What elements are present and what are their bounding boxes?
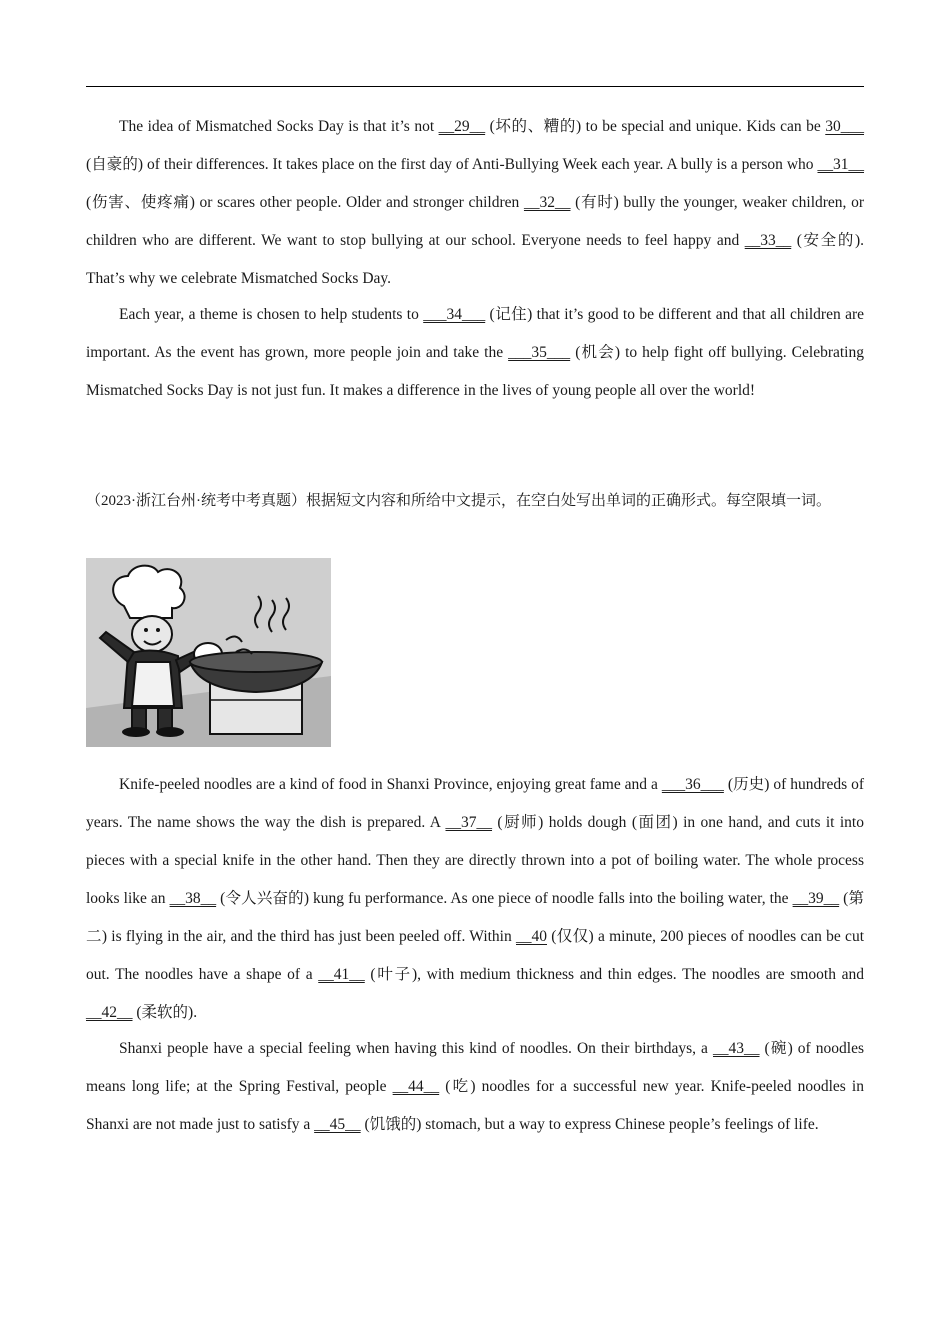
blank-38[interactable]: __38__ [169,890,217,907]
chef-cooking-illustration [86,558,331,747]
passage1-paragraph2: Each year, a theme is chosen to help students to ___34___ (记住) that it’s good to be different and that all children are important. As the event has grown, more people join and take the ___35___ (机会) to help fight off bullying. Celebrating Mismatched Socks Day is not just fun. It makes a difference in the lives of young people all over the world! [86,306,865,399]
blank-43[interactable]: __43__ [713,1040,760,1057]
exercise-source-instruction: （2023·浙江台州·统考中考真题）根据短文内容和所给中文提示，在空白处写出单词的正确形式。每空限填一词。 [86,493,831,509]
passage2-paragraph1: Knife-peeled noodles are a kind of food in Shanxi Province, enjoying great fame and a ___36___ (历史) of hundreds of years. The name shows the way the dish is prepared. A __37__ (厨师) holds dough (面团) in one hand, and cuts it into pieces with a special knife in the other hand. Then they are directly thrown into a pot of boiling water. The whole process looks like an __38__ (令人兴奋的) kung fu performance. As one piece of noodle falls into the boiling water, the __39__ (第二) is flying in the air, and the third has just been peeled off. Within __40 (仅仅) a minute, 200 pieces of noodles can be cut out. The noodles have a shape of a __41__ (叶子), with medium thickness and thin edges. The noodles are smooth and __42__ (柔软的). [86,776,864,1021]
blank-37[interactable]: __37__ [445,814,493,831]
blank-39[interactable]: __39__ [792,890,840,907]
blank-41[interactable]: __41__ [318,966,365,983]
blank-42[interactable]: __42__ [86,1004,133,1021]
blank-45[interactable]: __45__ [314,1116,361,1133]
blank-29[interactable]: __29__ [438,118,486,135]
blank-44[interactable]: __44__ [392,1078,440,1095]
blank-34[interactable]: ___34___ [423,306,486,323]
blank-40[interactable]: __40 [516,928,547,945]
blank-31[interactable]: __31__ [817,156,864,173]
top-rule [86,86,864,87]
blank-35[interactable]: ___35___ [508,344,571,361]
passage1-paragraph1: The idea of Mismatched Socks Day is that it’s not __29__ (坏的、糟的) to be special and unique. Kids can be 30___ (自豪的) of their differences. It takes place on the first day of Anti-Bullying Week each year. A bully is a person who __31__ (伤害、使疼痛) or scares other people. Older and stronger children __32__ (有时) bully the younger, weaker children, or children who are different. We want to stop bullying at our school. Everyone needs to feel happy and __33__ (安全的). That’s why we celebrate Mismatched Socks Day. [86,118,865,287]
blank-32[interactable]: __32__ [523,194,571,211]
blank-33[interactable]: __33__ [744,232,792,249]
blank-36[interactable]: ___36___ [661,776,724,793]
blank-30[interactable]: 30___ [825,118,865,135]
passage2-paragraph2: Shanxi people have a special feeling when having this kind of noodles. On their birthdays, a __43__ (碗) of noodles means long life; at the Spring Festival, people __44__ (吃) noodles for a successful new year. Knife-peeled noodles in Shanxi are not made just to satisfy a __45__ (饥饿的) stomach, but a way to express Chinese people’s feelings of life. [86,1040,864,1133]
